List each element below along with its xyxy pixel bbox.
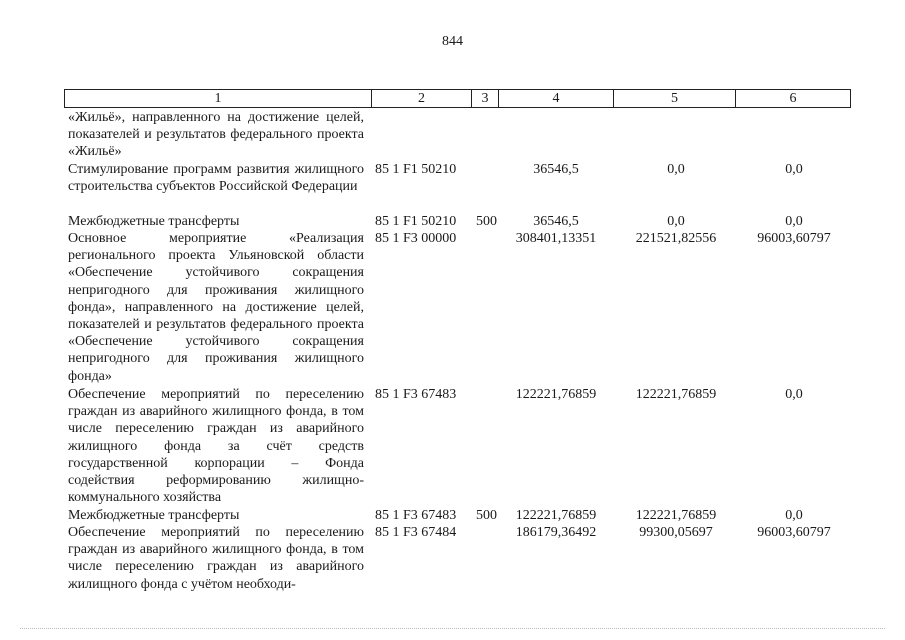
header-col-6: 6 <box>735 90 851 107</box>
header-col-5: 5 <box>613 90 735 107</box>
row-value-col6: 0,0 <box>785 214 803 229</box>
header-col-2: 2 <box>371 90 471 107</box>
row-name: Обеспечение мероприятий по переселению граждан из аварийного жилищного фонда, в том числе переселению граждан из аварийного жилищного фонда за счёт средств государственной корпорации – Фонда содействия реформированию жилищно-коммунального хозяйства <box>68 387 364 506</box>
row-value-col4: 36546,5 <box>533 162 579 177</box>
row-name: Стимулирование программ развития жилищного строительства субъектов Российской Федерации <box>68 162 364 195</box>
row-value-col4: 36546,5 <box>533 214 579 229</box>
row-value-col5: 0,0 <box>667 162 685 177</box>
row-value-col5: 221521,82556 <box>635 231 717 246</box>
row-value-col6: 0,0 <box>785 387 803 402</box>
row-value-col6: 96003,60797 <box>757 231 831 246</box>
row-value-col4: 186179,36492 <box>515 525 597 540</box>
row-value-col5: 122221,76859 <box>635 508 717 523</box>
row-value-col6: 0,0 <box>785 508 803 523</box>
row-code: 85 1 F1 50210 <box>375 162 457 177</box>
row-value-col4: 122221,76859 <box>515 508 597 523</box>
row-value-col6: 0,0 <box>785 162 803 177</box>
row-value-col4: 122221,76859 <box>515 387 597 402</box>
row-name: «Жильё», направленного на достижение целей, показателей и результатов федерального проекта «Жильё» <box>68 110 364 160</box>
scan-edge-divider <box>20 628 885 630</box>
row-value-col4: 308401,13351 <box>515 231 597 246</box>
row-name: Межбюджетные трансферты <box>68 508 240 523</box>
header-col-3: 3 <box>471 90 498 107</box>
row-value-col6: 96003,60797 <box>757 525 831 540</box>
row-code: 85 1 F1 50210 <box>375 214 457 229</box>
header-col-1: 1 <box>64 90 371 107</box>
table-header <box>64 89 851 108</box>
row-code: 85 1 F3 67483 <box>375 508 457 523</box>
row-name: Основное мероприятие «Реализация регионального проекта Ульяновской области «Обеспечение устойчивого сокращения непригодного для проживания жилищного фонда», направленного на достижение целей, показателей и результатов федерального проекта «Обеспечение устойчивого сокращения непригодного для проживания жилищного фонда» <box>68 231 364 384</box>
row-name: Обеспечение мероприятий по переселению граждан из аварийного жилищного фонда, в том числе переселению граждан из аварийного жилищного фонда с учётом необходи- <box>68 525 364 592</box>
row-code: 85 1 F3 00000 <box>375 231 457 246</box>
row-vr: 500 <box>476 214 497 229</box>
row-code: 85 1 F3 67483 <box>375 387 457 402</box>
row-value-col5: 0,0 <box>667 214 685 229</box>
row-value-col5: 99300,05697 <box>639 525 713 540</box>
header-col-4: 4 <box>498 90 613 107</box>
row-code: 85 1 F3 67484 <box>375 525 457 540</box>
row-value-col5: 122221,76859 <box>635 387 717 402</box>
page-number: 844 <box>442 34 463 49</box>
row-name: Межбюджетные трансферты <box>68 214 240 229</box>
row-vr: 500 <box>476 508 497 523</box>
